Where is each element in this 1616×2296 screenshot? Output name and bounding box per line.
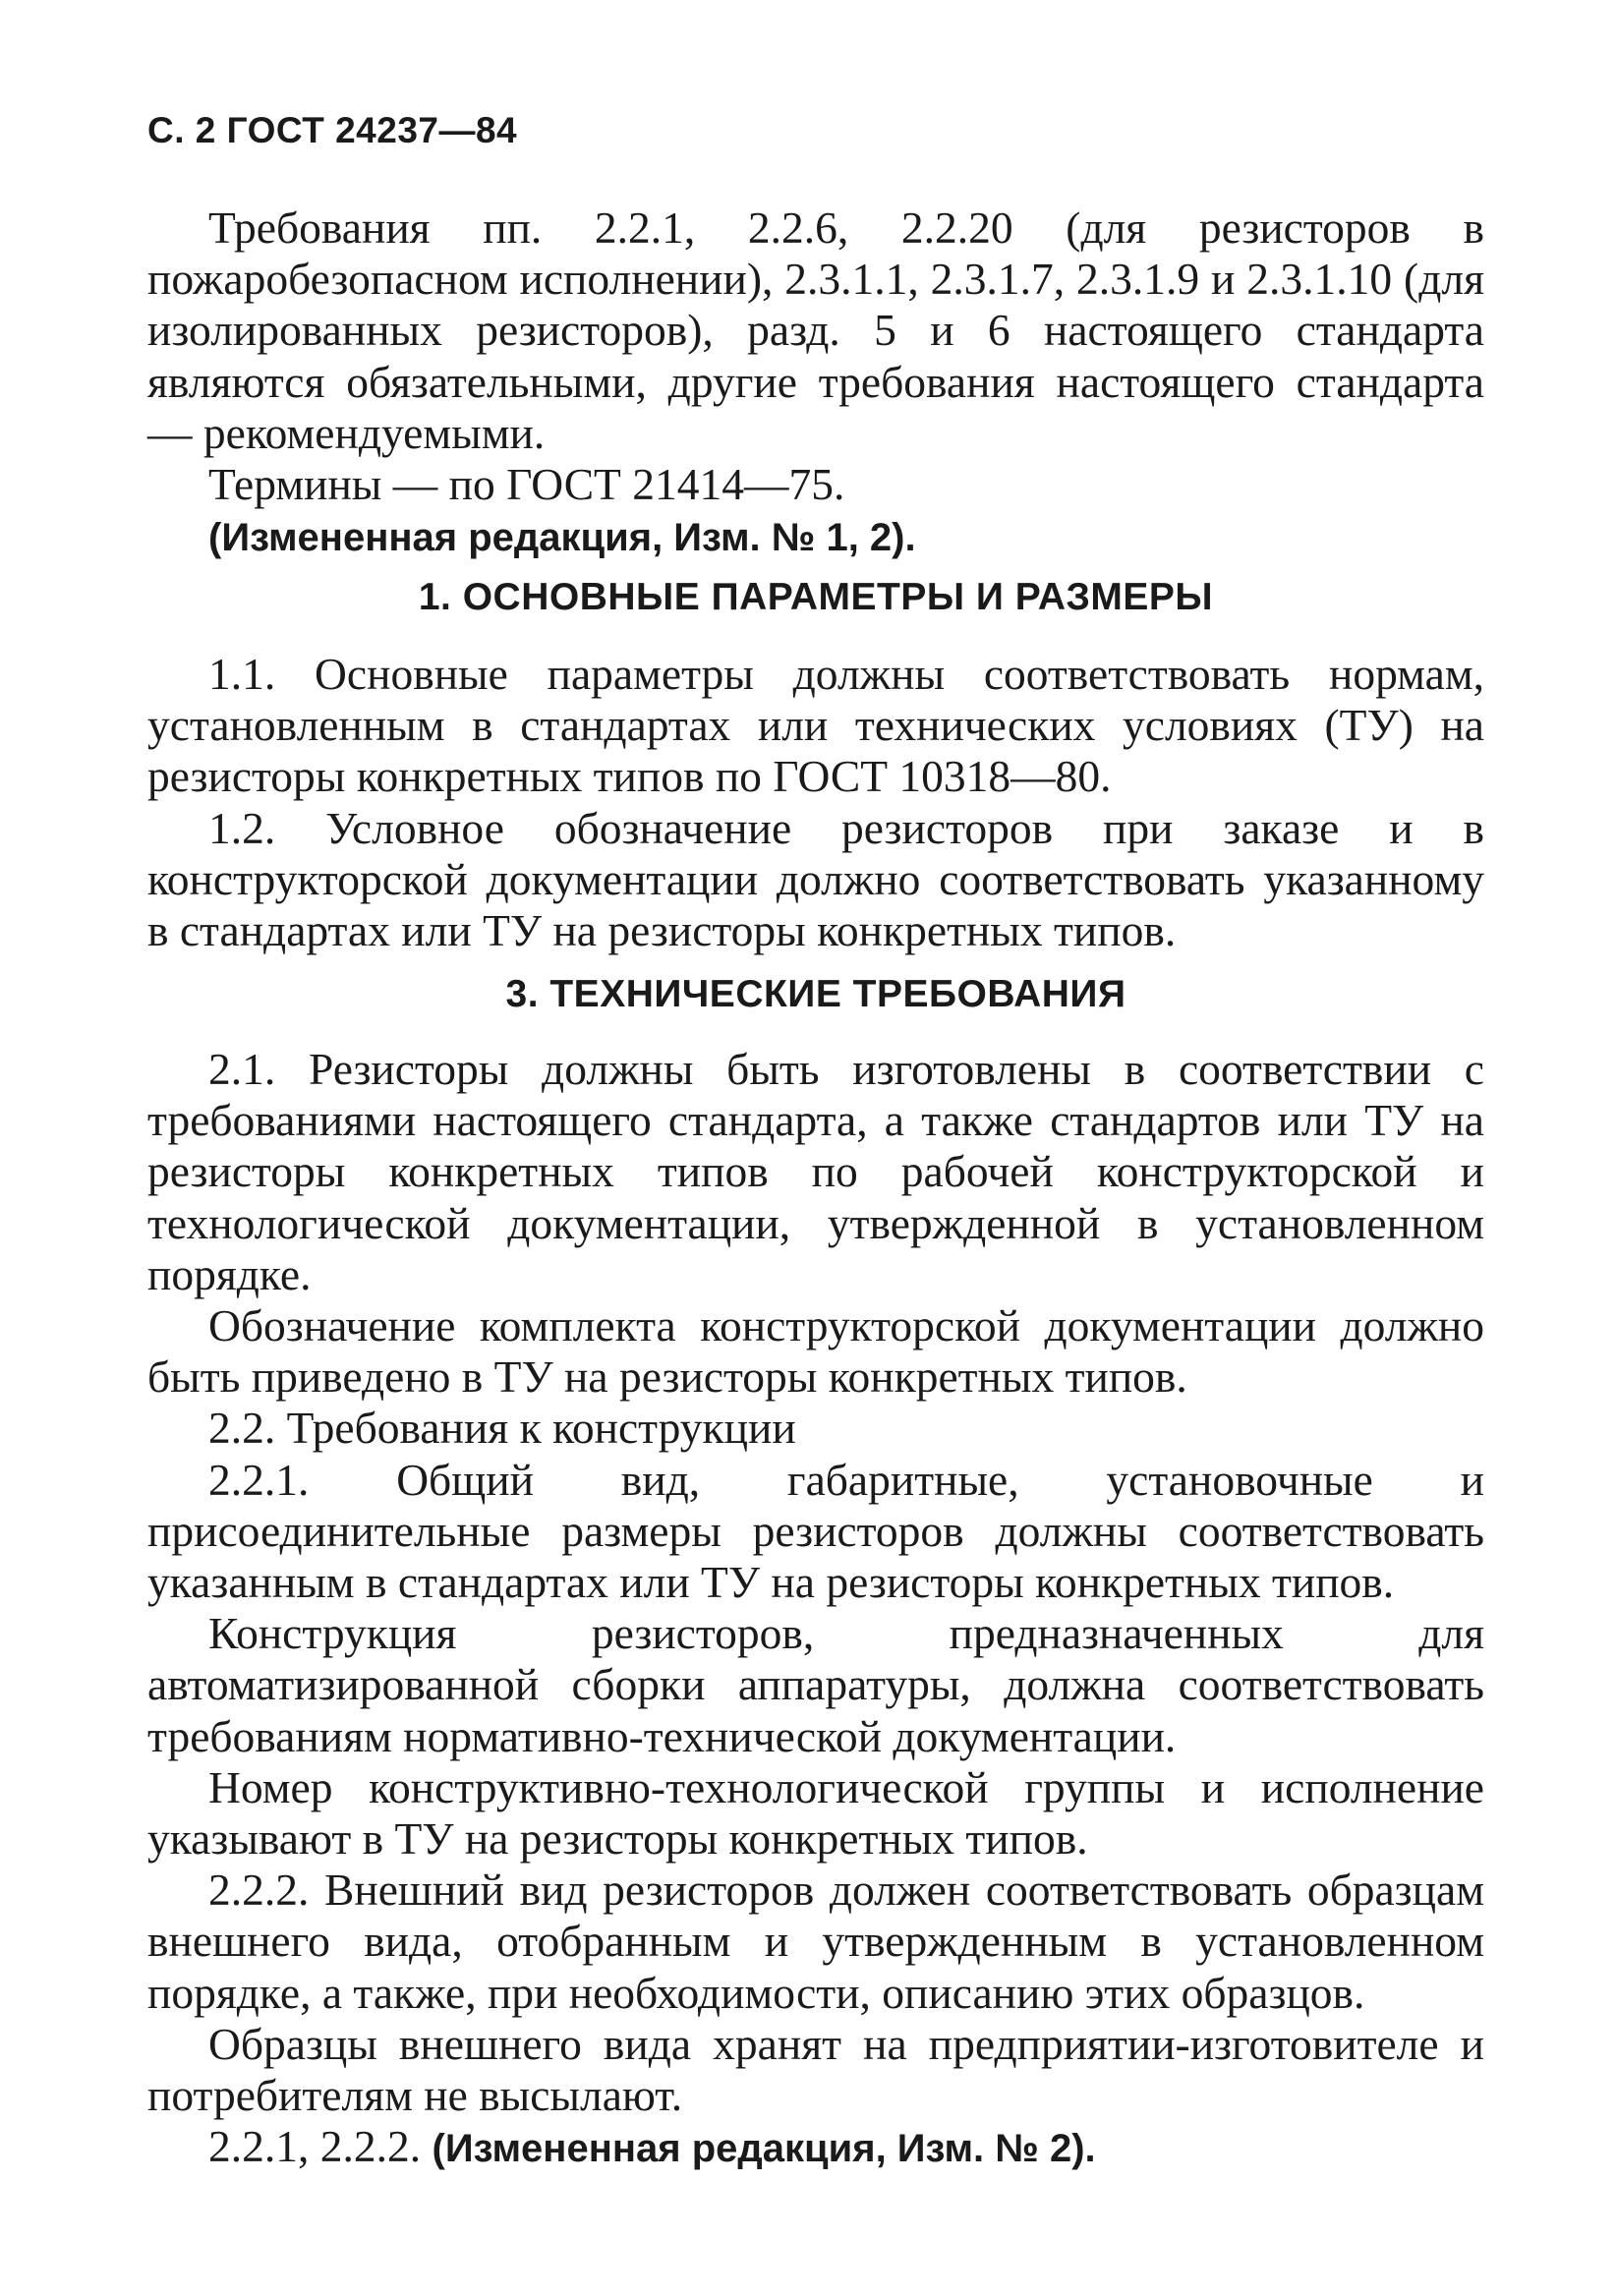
section-1-body — [147, 649, 1484, 956]
section-2-body — [147, 1044, 1484, 2174]
clause-2-2-1-group-number: Номер конструктивно-технологической группы и исполнение указывают в ТУ на резисторы конкретных типов. — [147, 1761, 1484, 1865]
page-header: С. 2 ГОСТ 24237—84 — [147, 110, 518, 150]
clause-2-2: 2.2. Требования к конструкции — [208, 1403, 796, 1454]
clause-2-2-1-automation: Конструкция резисторов, предназначенных для автоматизированной сборки аппаратуры, должна соответствовать требованиям нормативно-технической документации. — [147, 1608, 1484, 1761]
section-1-heading: 1. ОСНОВНЫЕ ПАРАМЕТРЫ И РАЗМЕРЫ — [418, 576, 1214, 618]
amendment-note — [147, 510, 1484, 563]
section-2-heading: 3. ТЕХНИЧЕСКИЕ ТРЕБОВАНИЯ — [505, 973, 1126, 1015]
clause-2-2-2-samples: Образцы внешнего вида хранят на предприятии-изготовителе и потребителям не высылают. — [147, 2018, 1484, 2121]
amendment-note-text: (Измененная редакция, Изм. № 1, 2). — [208, 516, 916, 560]
amendment-note-2 — [147, 2121, 1484, 2174]
clause-2-2-2: 2.2.2. Внешний вид резисторов должен соответствовать образцам внешнего вида, отобранным и утвержденным в установленном порядке, а также, при необходимости, описанию этих образцов. — [147, 1865, 1484, 2018]
clause-2-2-1: 2.2.1. Общий вид, габаритные, установочные и присоединительные размеры резисторов должны соответствовать указанным в стандартах или ТУ на резисторы конкретных типов. — [147, 1454, 1484, 1608]
amendment-clauses: 2.2.1, 2.2.2. — [208, 2121, 433, 2172]
intro-paragraph: Требования пп. 2.2.1, 2.2.6, 2.2.20 (для резисторов в пожаробезопасном исполнении), 2.3.1.1, 2.3.1.7, 2.3.1.9 и 2.3.1.10 (для изолированных резисторов), разд. 5 и 6 настоящего стандарта являются обязательными, другие требования настоящего стандарта — рекомендуемыми. — [147, 202, 1484, 458]
amendment-note-2-text: (Измененная редакция, Изм. № 2). — [432, 2127, 1096, 2171]
intro-block — [147, 202, 1484, 563]
clause-2-1-documentation: Обозначение комплекта конструкторской документации должно быть приведено в ТУ на резисторы конкретных типов. — [147, 1300, 1484, 1403]
terms-paragraph: Термины — по ГОСТ 21414—75. — [208, 459, 845, 510]
clause-1-1: 1.1. Основные параметры должны соответствовать нормам, установленным в стандартах или технических условиях (ТУ) на резисторы конкретных типов по ГОСТ 10318—80. — [147, 649, 1484, 802]
clause-1-2: 1.2. Условное обозначение резисторов при заказе и в конструкторской документации должно соответствовать указанному в стандартах или ТУ на резисторы конкретных типов. — [147, 802, 1484, 956]
clause-2-1: 2.1. Резисторы должны быть изготовлены в соответствии с требованиями настоящего стандарта, а также стандартов или ТУ на резисторы конкретных типов по рабочей конструкторской и технологической документации, утвержденной в установленном порядке. — [147, 1044, 1484, 1299]
